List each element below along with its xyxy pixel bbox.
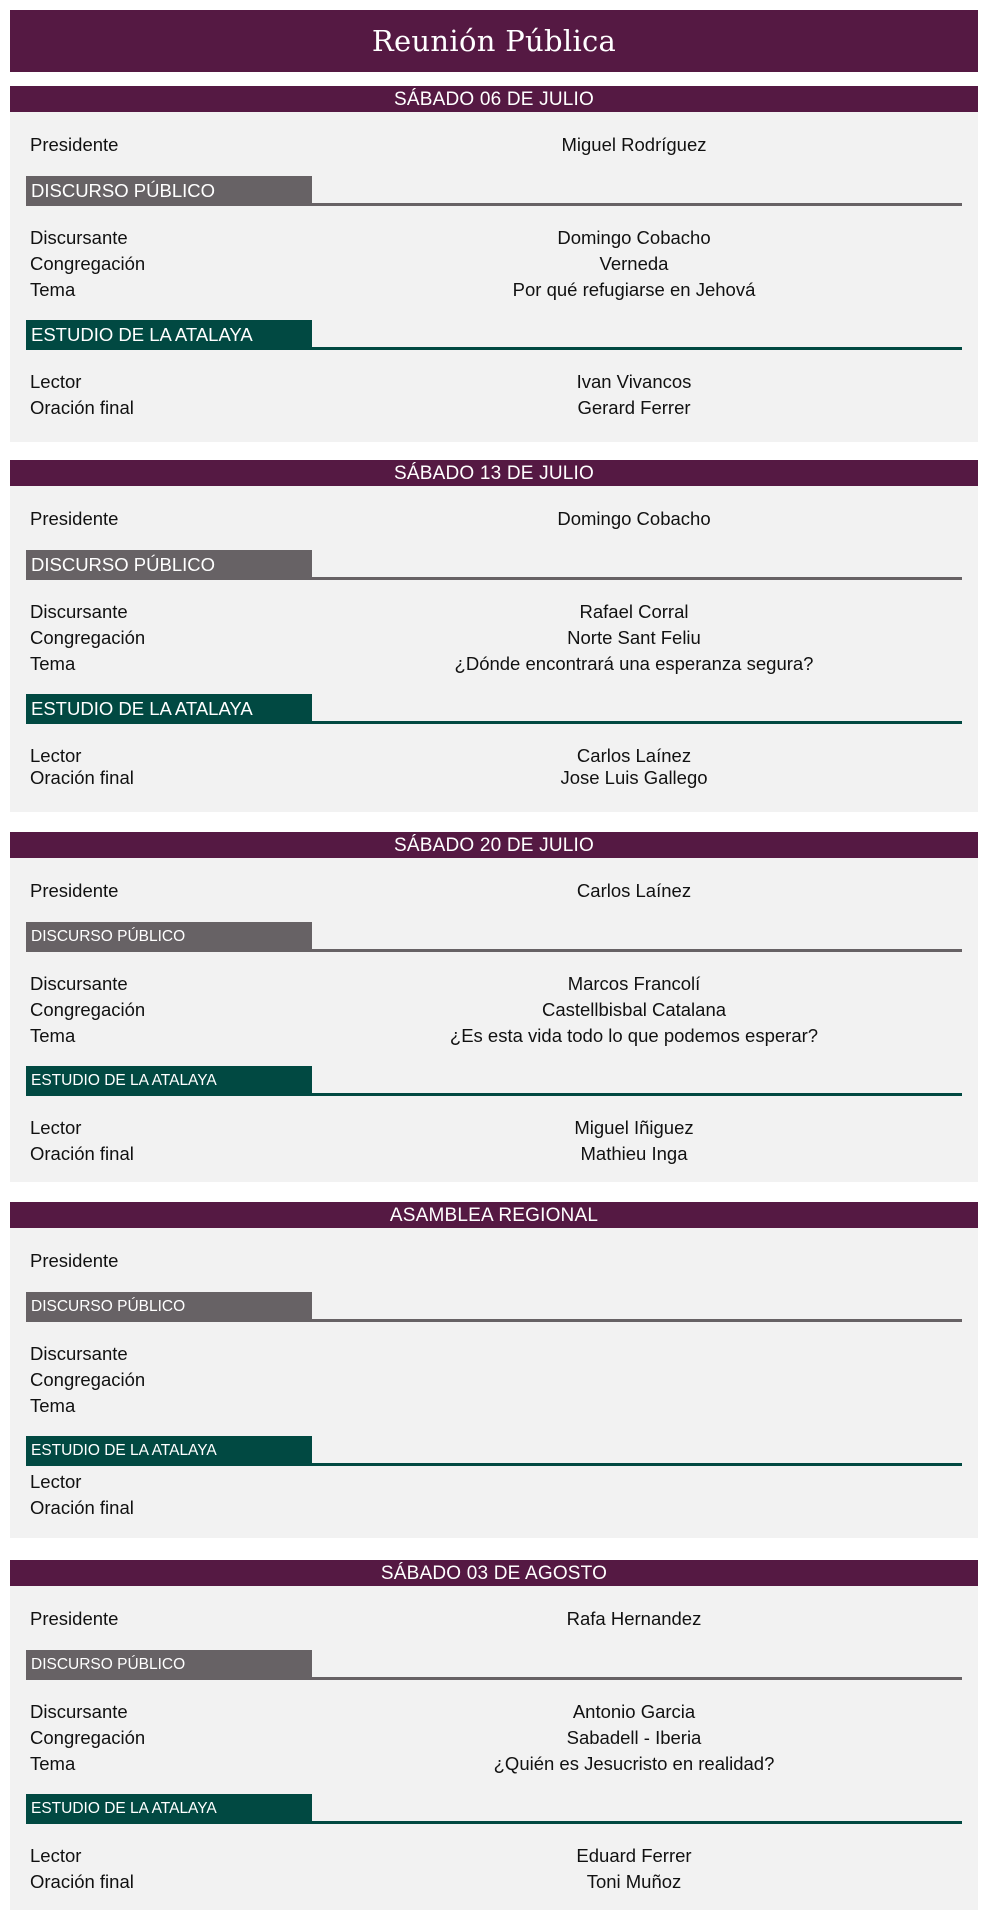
week-card [10,832,978,1182]
page-title: Reunión Pública [10,10,978,72]
oracion-final-label: Oración final [30,397,134,418]
estudio-atalaya-section [26,1794,962,1824]
presidente-value: Carlos Laínez [576,880,692,901]
presidente-value: Miguel Rodríguez [561,134,707,155]
oracion-final-label: Oración final [30,767,134,788]
discursante-value: Marcos Francolí [567,973,701,994]
presidente-label: Presidente [30,508,119,529]
tema-row [30,1394,978,1418]
congregacion-row [30,252,978,276]
presidente-label: Presidente [30,1608,119,1629]
section-divider [26,721,962,724]
congregacion-value: Norte Sant Feliu [567,627,701,648]
presidente-row [30,507,978,531]
week-date: SÁBADO 13 DE JULIO [10,460,978,486]
oracion-final-row [30,1870,978,1894]
discursante-row [30,226,978,250]
oracion-final-label: Oración final [30,1143,134,1164]
estudio-atalaya-label: ESTUDIO DE LA ATALAYA [26,1066,312,1094]
week-date: SÁBADO 20 DE JULIO [10,832,978,858]
congregacion-label: Congregación [30,253,146,274]
congregacion-label: Congregación [30,999,146,1020]
week-card [10,86,978,442]
discursante-label: Discursante [30,227,128,248]
tema-row [30,278,978,302]
lector-row [30,1844,978,1868]
lector-value: Ivan Vivancos [576,371,692,392]
presidente-row [30,1607,978,1631]
oracion-final-row [30,766,978,790]
discursante-value: Rafael Corral [579,601,689,622]
discurso-publico-section [26,1650,962,1680]
week-card [10,460,978,812]
discurso-publico-section [26,1292,962,1322]
tema-row [30,1752,978,1776]
estudio-atalaya-section [26,1066,962,1096]
lector-label: Lector [30,745,82,766]
lector-label: Lector [30,1845,82,1866]
oracion-final-label: Oración final [30,1871,134,1892]
discurso-publico-label: DISCURSO PÚBLICO [26,550,312,578]
presidente-label: Presidente [30,880,119,901]
congregacion-row [30,998,978,1022]
congregacion-row [30,1368,978,1392]
oracion-final-row [30,396,978,420]
oracion-final-row [30,1142,978,1166]
oracion-final-value: Toni Muñoz [586,1871,682,1892]
lector-label: Lector [30,1117,82,1138]
section-divider [26,1319,962,1322]
lector-label: Lector [30,371,82,392]
congregacion-value: Castellbisbal Catalana [541,999,727,1020]
oracion-final-value: Mathieu Inga [580,1143,688,1164]
lector-value: Eduard Ferrer [576,1845,692,1866]
presidente-label: Presidente [30,134,119,155]
discursante-label: Discursante [30,601,128,622]
tema-row [30,1024,978,1048]
oracion-final-label: Oración final [30,1497,134,1518]
section-divider [26,1093,962,1096]
discurso-publico-label: DISCURSO PÚBLICO [26,1650,312,1678]
section-divider [26,1677,962,1680]
congregacion-value: Verneda [599,253,669,274]
discursante-value: Antonio Garcia [572,1701,696,1722]
discurso-publico-label: DISCURSO PÚBLICO [26,922,312,950]
lector-label: Lector [30,1471,82,1492]
estudio-atalaya-label: ESTUDIO DE LA ATALAYA [26,1794,312,1822]
presidente-label: Presidente [30,1250,119,1271]
week-date: ASAMBLEA REGIONAL [10,1202,978,1228]
week-date: SÁBADO 06 DE JULIO [10,86,978,112]
estudio-atalaya-label: ESTUDIO DE LA ATALAYA [26,1436,312,1464]
estudio-atalaya-label: ESTUDIO DE LA ATALAYA [26,694,312,722]
lector-row [30,1470,978,1494]
tema-row [30,652,978,676]
discurso-publico-section [26,922,962,952]
lector-value: Miguel Iñiguez [574,1117,694,1138]
congregacion-value: Sabadell - Iberia [566,1727,702,1748]
tema-value: ¿Quién es Jesucristo en realidad? [493,1753,775,1774]
week-card [10,1202,978,1538]
estudio-atalaya-section [26,1436,962,1466]
estudio-atalaya-section [26,320,962,350]
congregacion-row [30,1726,978,1750]
discursante-row [30,1342,978,1366]
lector-value: Carlos Laínez [576,745,692,766]
estudio-atalaya-label: ESTUDIO DE LA ATALAYA [26,320,312,348]
discursante-row [30,972,978,996]
section-divider [26,949,962,952]
tema-value: ¿Dónde encontrará una esperanza segura? [454,653,814,674]
oracion-final-row [30,1496,978,1520]
estudio-atalaya-section [26,694,962,724]
presidente-value: Rafa Hernandez [566,1608,702,1629]
section-divider [26,203,962,206]
tema-label: Tema [30,653,76,674]
discurso-publico-label: DISCURSO PÚBLICO [26,176,312,204]
discursante-value: Domingo Cobacho [557,227,711,248]
lector-row [30,1116,978,1140]
tema-label: Tema [30,1025,76,1046]
congregacion-label: Congregación [30,1727,146,1748]
discursante-label: Discursante [30,973,128,994]
discursante-label: Discursante [30,1343,128,1364]
presidente-value: Domingo Cobacho [557,508,711,529]
tema-label: Tema [30,1395,76,1416]
presidente-row [30,133,978,157]
section-divider [26,347,962,350]
congregacion-row [30,626,978,650]
tema-value: ¿Es esta vida todo lo que podemos esperar? [449,1025,819,1046]
discursante-row [30,1700,978,1724]
presidente-row [30,879,978,903]
tema-label: Tema [30,1753,76,1774]
discurso-publico-label: DISCURSO PÚBLICO [26,1292,312,1320]
tema-value: Por qué refugiarse en Jehová [512,279,756,300]
discurso-publico-section [26,550,962,580]
discursante-label: Discursante [30,1701,128,1722]
discurso-publico-section [26,176,962,206]
oracion-final-value: Gerard Ferrer [577,397,691,418]
oracion-final-value: Jose Luis Gallego [560,767,708,788]
tema-label: Tema [30,279,76,300]
section-divider [26,1463,962,1466]
lector-row [30,370,978,394]
section-divider [26,577,962,580]
congregacion-label: Congregación [30,627,146,648]
section-divider [26,1821,962,1824]
lector-row [30,744,978,768]
week-date: SÁBADO 03 DE AGOSTO [10,1560,978,1586]
congregacion-label: Congregación [30,1369,146,1390]
presidente-row [30,1249,978,1273]
week-card [10,1560,978,1910]
discursante-row [30,600,978,624]
